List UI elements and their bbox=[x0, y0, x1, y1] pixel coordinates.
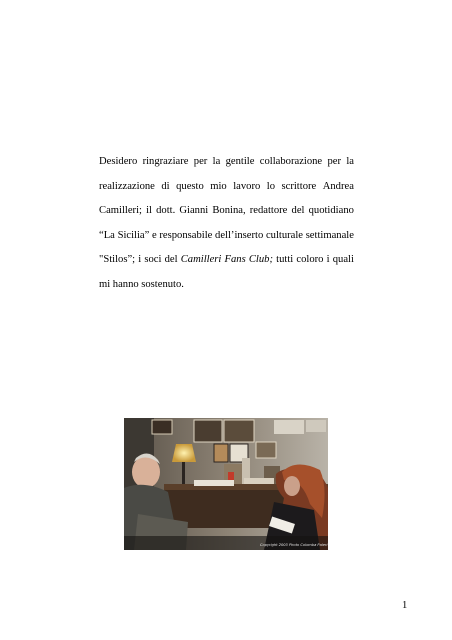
word: culturale bbox=[265, 229, 304, 241]
word: Andrea bbox=[322, 180, 354, 192]
word: di bbox=[161, 180, 170, 192]
text-line bbox=[99, 175, 354, 200]
word: responsabile bbox=[159, 229, 213, 241]
word: coloro bbox=[296, 254, 324, 265]
word: ringraziare bbox=[142, 156, 189, 167]
word: Desidero bbox=[99, 156, 138, 167]
word: collaborazione bbox=[259, 156, 323, 167]
word: quotidiano bbox=[308, 205, 354, 216]
word: Gianni bbox=[179, 205, 209, 216]
word: “La bbox=[99, 229, 115, 241]
word: soci bbox=[144, 254, 162, 265]
page-number: 1 bbox=[402, 600, 408, 611]
word: del bbox=[291, 205, 305, 216]
word: i bbox=[138, 254, 142, 265]
text-line bbox=[99, 248, 354, 273]
acknowledgements-paragraph bbox=[99, 150, 354, 297]
word: hanno bbox=[112, 278, 139, 290]
text-line bbox=[99, 150, 354, 175]
word: dell’inserto bbox=[215, 229, 264, 241]
word: settimanale bbox=[305, 229, 354, 241]
word: del bbox=[164, 254, 178, 265]
word: "Stilos”; bbox=[99, 254, 136, 265]
word: Camilleri; bbox=[99, 205, 142, 216]
word: sostenuto. bbox=[141, 278, 184, 290]
word: tutti bbox=[276, 254, 294, 265]
word: questo bbox=[176, 180, 204, 192]
word: Camilleri bbox=[180, 254, 222, 265]
word: per bbox=[327, 156, 341, 167]
word: i bbox=[326, 254, 330, 265]
word: la bbox=[346, 156, 354, 167]
interview-photo-image bbox=[124, 418, 328, 550]
word: Sicilia” bbox=[117, 229, 150, 241]
word: per bbox=[193, 156, 208, 167]
word: scrittore bbox=[281, 180, 317, 192]
photo-copyright-caption: Copyright 2003 Photo Colomba Paleri bbox=[260, 543, 328, 547]
word: mi bbox=[99, 278, 111, 290]
text-line bbox=[99, 199, 354, 224]
word: lo bbox=[266, 180, 276, 192]
text-line bbox=[99, 273, 354, 298]
word: lavoro bbox=[233, 180, 261, 192]
word: la bbox=[212, 156, 221, 167]
word: e bbox=[152, 229, 157, 241]
word: mio bbox=[210, 180, 227, 192]
word: Club; bbox=[248, 254, 273, 265]
word: quali bbox=[332, 254, 354, 265]
word: dott. bbox=[156, 205, 176, 216]
word: Fans bbox=[224, 254, 246, 265]
word: redattore bbox=[249, 205, 288, 216]
word: realizzazione bbox=[99, 180, 155, 192]
interview-photo bbox=[124, 418, 328, 550]
word: Bonina, bbox=[212, 205, 246, 216]
word: gentile bbox=[225, 156, 255, 167]
word: il bbox=[146, 205, 152, 216]
text-line bbox=[99, 224, 354, 249]
